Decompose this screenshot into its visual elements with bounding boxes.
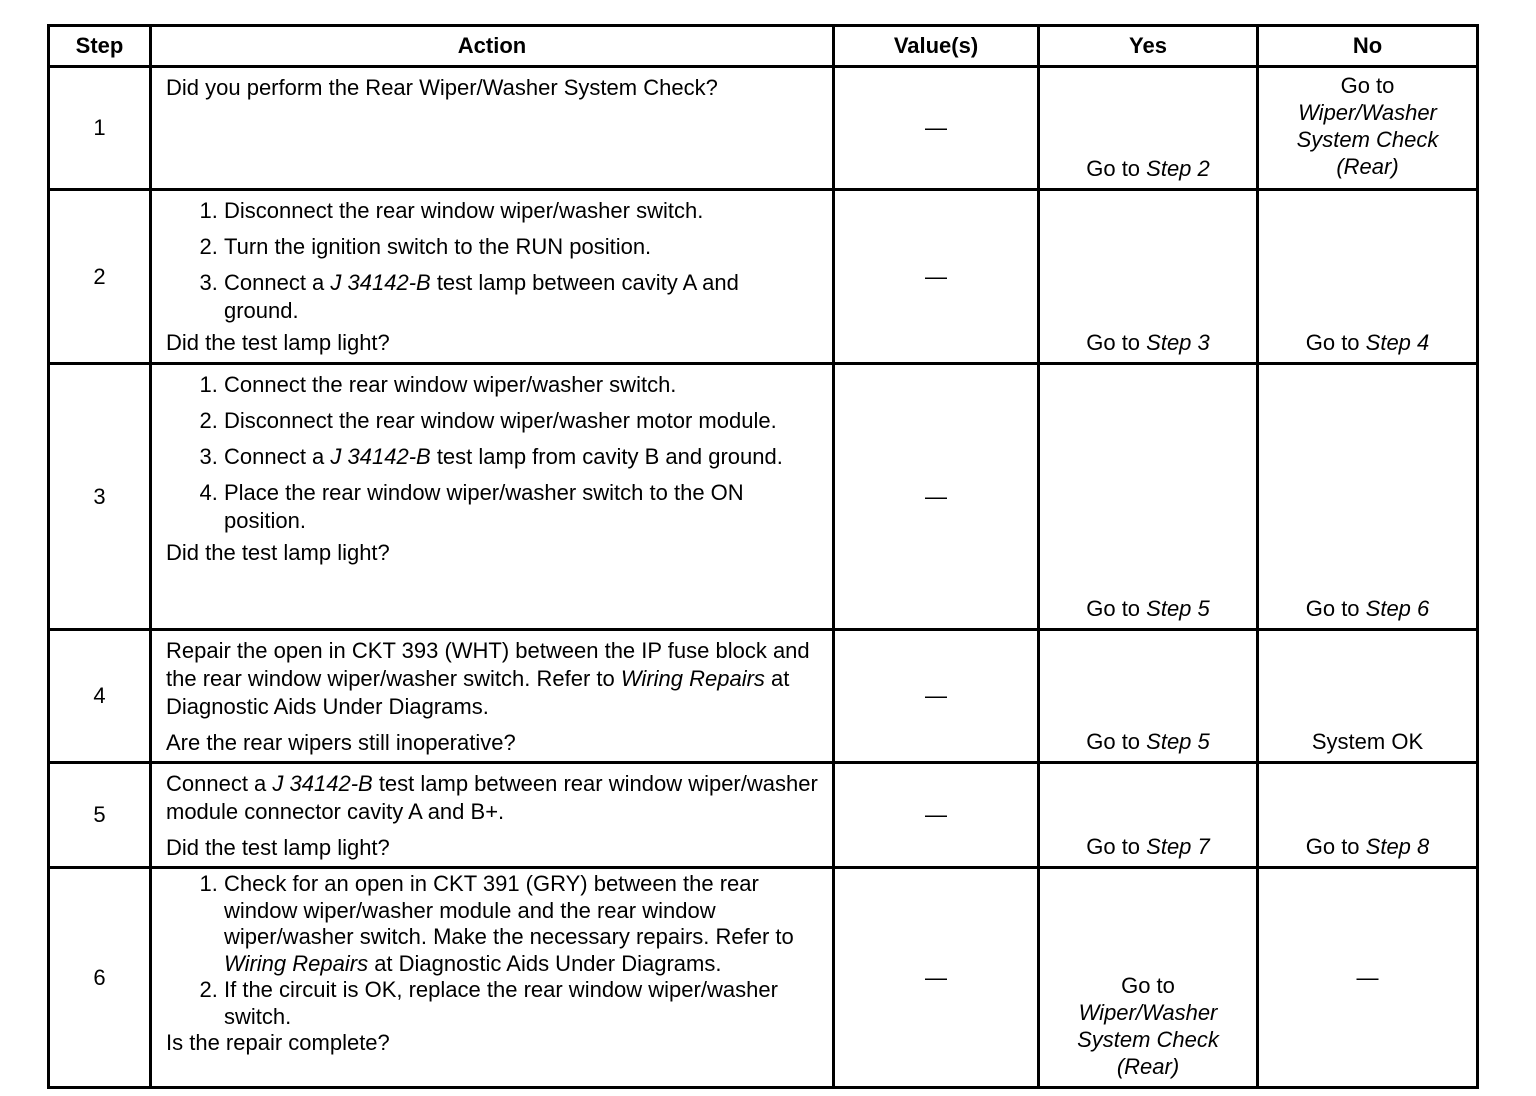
- yes-cell: Go to Step 5: [1039, 630, 1258, 763]
- header-no: No: [1258, 26, 1478, 67]
- no-cell: Go to Step 8: [1258, 763, 1478, 868]
- step-reference: Step 4: [1365, 330, 1430, 355]
- value-cell: —: [834, 630, 1039, 763]
- table-row: [49, 763, 1478, 868]
- action-cell: [151, 630, 834, 763]
- tool-reference: J 34142-B: [330, 270, 431, 295]
- header-step: Step: [49, 26, 151, 67]
- procedure-item: 2. Disconnect the rear window wiper/washer motor module.: [224, 407, 818, 435]
- no-cell: —: [1258, 868, 1478, 1088]
- yes-cell: Go to Step 7: [1039, 763, 1258, 868]
- step-reference: Step 5: [1146, 729, 1210, 754]
- step-number: 3: [49, 364, 151, 630]
- action-instruction: Connect a J 34142-B test lamp between rear window wiper/washer module connector cavity A and B+.: [166, 771, 818, 824]
- action-question: Is the repair complete?: [166, 1030, 390, 1055]
- yes-cell: Go to Wiper/Washer System Check (Rear): [1039, 868, 1258, 1088]
- procedure-reference: Wiper/Washer System Check (Rear): [1077, 1000, 1219, 1079]
- table-row: [49, 67, 1478, 190]
- procedure-list: [166, 871, 818, 1030]
- procedure-reference: Wiring Repairs: [620, 666, 765, 691]
- no-cell: Go to Wiper/Washer System Check (Rear): [1258, 67, 1478, 190]
- value-cell: —: [834, 868, 1039, 1088]
- procedure-reference: Wiper/Washer System Check (Rear): [1296, 100, 1439, 179]
- procedure-item: 1. Check for an open in CKT 391 (GRY) between the rear window wiper/washer module and the rear window wiper/washer switch. Make the necessary repairs. Refer to Wiring Repairs at Diagnostic Aids Under Diagrams.: [224, 871, 818, 977]
- header-row: [49, 26, 1478, 67]
- table-row: [49, 630, 1478, 763]
- step-reference: Step 2: [1146, 156, 1210, 181]
- table-row: [49, 364, 1478, 630]
- step-reference: Step 3: [1146, 330, 1210, 355]
- procedure-list: [166, 371, 818, 535]
- procedure-item: 4. Place the rear window wiper/washer switch to the ON position.: [224, 479, 818, 535]
- action-instruction: Repair the open in CKT 393 (WHT) between the IP fuse block and the rear window wiper/washer switch. Refer to Wiring Repairs at Diagnostic Aids Under Diagrams.: [166, 638, 810, 719]
- procedure-list: [166, 197, 818, 325]
- value-cell: —: [834, 364, 1039, 630]
- action-cell: [151, 190, 834, 364]
- procedure-item: 2. If the circuit is OK, replace the rear window wiper/washer switch.: [224, 977, 818, 1030]
- step-number: 5: [49, 763, 151, 868]
- action-question: Did the test lamp light?: [166, 330, 390, 355]
- value-cell: —: [834, 763, 1039, 868]
- procedure-item: 1. Disconnect the rear window wiper/washer switch.: [224, 197, 818, 225]
- action-question: Did the test lamp light?: [166, 835, 390, 860]
- step-reference: Step 7: [1146, 834, 1210, 859]
- action-question: Did the test lamp light?: [166, 540, 390, 565]
- header-action: Action: [151, 26, 834, 67]
- step-number: 4: [49, 630, 151, 763]
- tool-reference: J 34142-B: [330, 444, 431, 469]
- step-number: 2: [49, 190, 151, 364]
- action-cell: [151, 868, 834, 1088]
- action-cell: [151, 67, 834, 190]
- diagnostic-table: [47, 24, 1479, 1089]
- table-row: [49, 190, 1478, 364]
- step-reference: Step 8: [1365, 834, 1430, 859]
- action-question: Are the rear wipers still inoperative?: [166, 730, 516, 755]
- step-number: 1: [49, 67, 151, 190]
- procedure-item: 3. Connect a J 34142-B test lamp from cavity B and ground.: [224, 443, 818, 471]
- table-row: [49, 868, 1478, 1088]
- action-cell: [151, 364, 834, 630]
- no-cell: Go to Step 6: [1258, 364, 1478, 630]
- header-yes: Yes: [1039, 26, 1258, 67]
- yes-cell: Go to Step 2: [1039, 67, 1258, 190]
- procedure-item: 2. Turn the ignition switch to the RUN position.: [224, 233, 818, 261]
- no-cell: System OK: [1258, 630, 1478, 763]
- procedure-item: 1. Connect the rear window wiper/washer switch.: [224, 371, 818, 399]
- step-reference: Step 6: [1365, 596, 1430, 621]
- tool-reference: J 34142-B: [272, 771, 373, 796]
- procedure-item: 3. Connect a J 34142-B test lamp between cavity A and ground.: [224, 269, 818, 325]
- yes-cell: Go to Step 3: [1039, 190, 1258, 364]
- step-reference: Step 5: [1146, 596, 1210, 621]
- no-cell: Go to Step 4: [1258, 190, 1478, 364]
- header-values: Value(s): [834, 26, 1039, 67]
- value-cell: —: [834, 67, 1039, 190]
- action-cell: [151, 763, 834, 868]
- yes-cell: Go to Step 5: [1039, 364, 1258, 630]
- step-number: 6: [49, 868, 151, 1088]
- value-cell: —: [834, 190, 1039, 364]
- procedure-reference: Wiring Repairs: [224, 950, 369, 976]
- action-question: Did you perform the Rear Wiper/Washer System Check?: [166, 75, 718, 100]
